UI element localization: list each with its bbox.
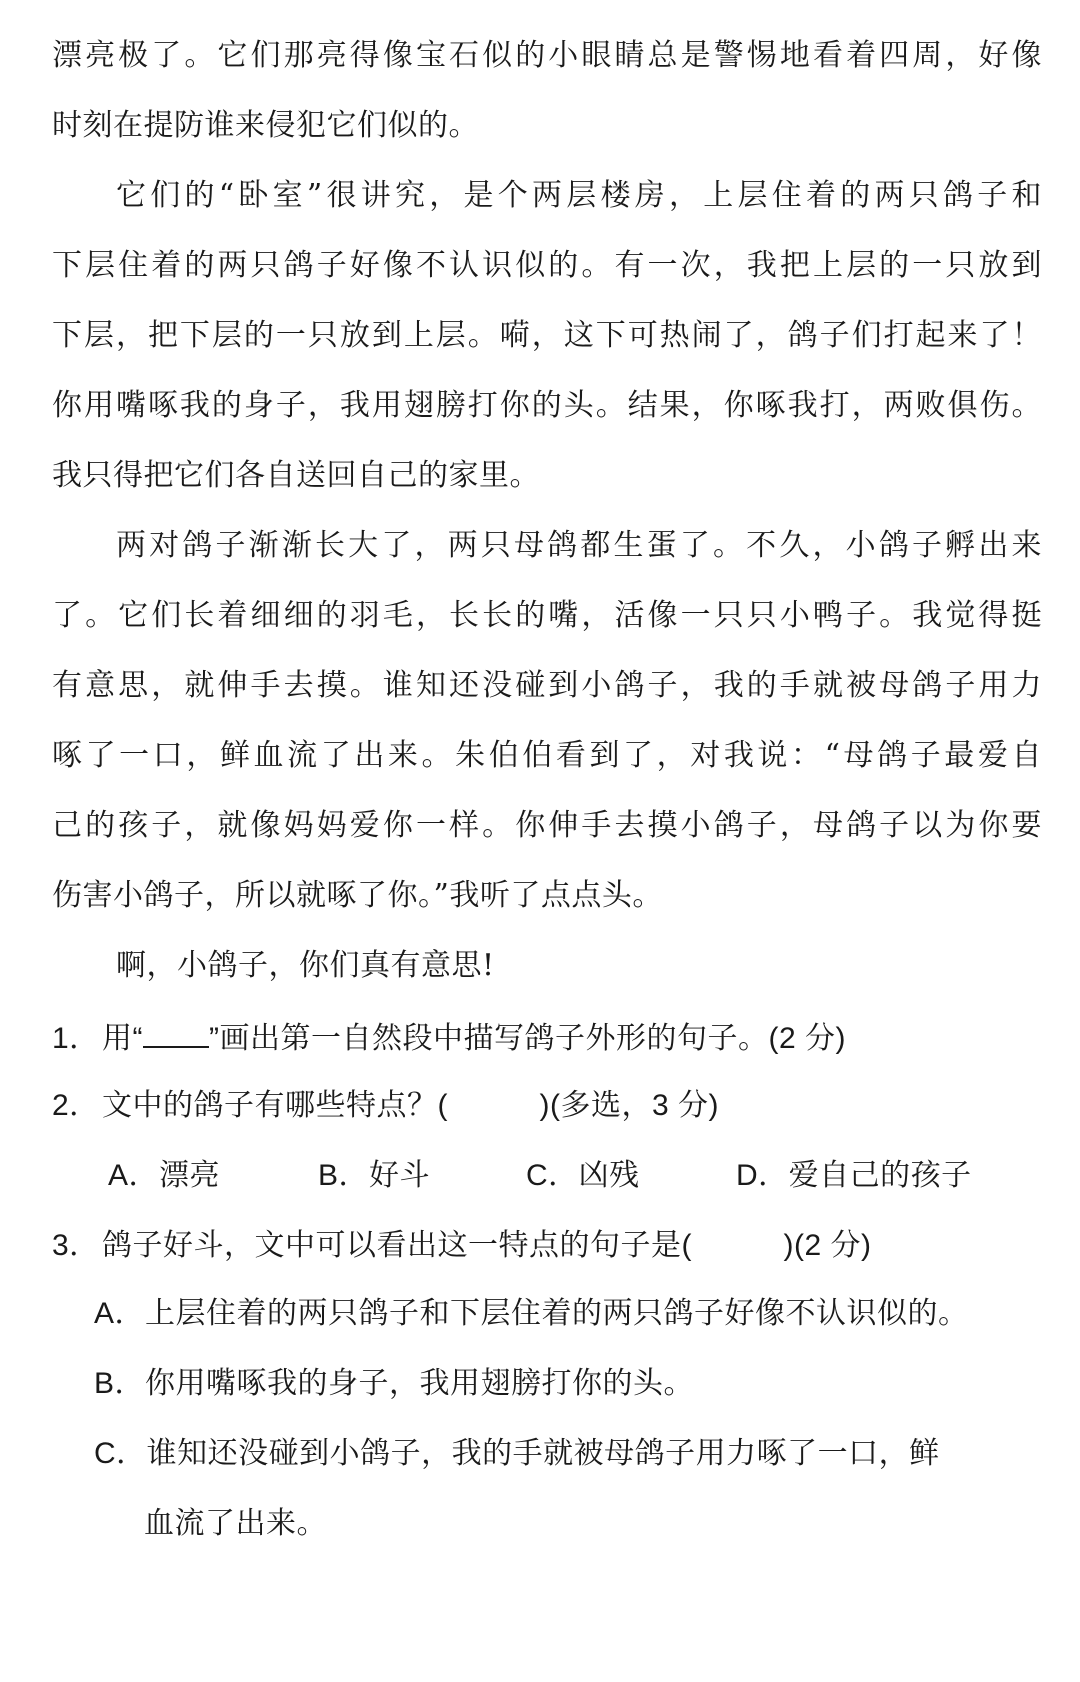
question-3 xyxy=(52,1224,1042,1268)
question-2-text: 文中的鸽子有哪些特点？( )(多选，3 分) xyxy=(102,1089,719,1122)
question-2-number: 2． xyxy=(52,1089,100,1122)
question-3-number: 3． xyxy=(52,1229,100,1262)
passage-line-5: 下层，把下层的一只放到上层。嗬，这下可热闹了，鸽子们打起来了！ xyxy=(52,318,1042,353)
question-2-options xyxy=(52,1154,1042,1198)
question-2-option-b[interactable]: B．好斗 xyxy=(318,1159,431,1192)
passage-line-8: 两对鸽子渐渐长大了，两只母鸽都生蛋了。不久，小鸽子孵出来 xyxy=(116,528,1042,563)
question-1-text-post: ”画出第一自然段中描写鸽子外形的句子。(2 分) xyxy=(209,1022,846,1055)
question-3-text: 鸽子好斗，文中可以看出这一特点的句子是( )(2 分) xyxy=(102,1229,872,1262)
passage-line-2: 时刻在提防谁来侵犯它们似的。 xyxy=(52,108,479,143)
question-1-underline-blank[interactable] xyxy=(143,1016,209,1048)
passage-line-7: 我只得把它们各自送回自己的家里。 xyxy=(52,458,540,493)
question-3-option-b[interactable]: B．你用嘴啄我的身子，我用翅膀打你的头。 xyxy=(94,1367,695,1400)
passage-line-14: 啊，小鸽子，你们真有意思! xyxy=(116,948,495,983)
question-1-number: 1． xyxy=(52,1022,100,1055)
question-3-option-a[interactable]: A．上层住着的两只鸽子和下层住着的两只鸽子好像不认识似的。 xyxy=(94,1297,969,1330)
passage-line-12: 己的孩子，就像妈妈爱你一样。你伸手去摸小鸽子，母鸽子以为你要 xyxy=(52,808,1042,843)
passage-line-11: 啄了一口，鲜血流了出来。朱伯伯看到了，对我说：“母鸽子最爱自 xyxy=(52,738,1042,773)
passage-line-4: 下层住着的两只鸽子好像不认识似的。有一次，我把上层的一只放到 xyxy=(52,248,1042,283)
question-2-option-d[interactable]: D．爱自己的孩子 xyxy=(736,1159,972,1192)
question-2-option-a[interactable]: A．漂亮 xyxy=(108,1159,221,1192)
question-2-option-c[interactable]: C．凶残 xyxy=(526,1159,640,1192)
passage-line-9: 了。它们长着细细的羽毛，长长的嘴，活像一只只小鸭子。我觉得挺 xyxy=(52,598,1042,633)
passage-line-10: 有意思，就伸手去摸。谁知还没碰到小鸽子，我的手就被母鸽子用力 xyxy=(52,668,1042,703)
passage-line-1: 漂亮极了。它们那亮得像宝石似的小眼睛总是警惕地看着四周，好像 xyxy=(52,38,1042,73)
question-3-option-c-continued: 血流了出来。 xyxy=(144,1507,327,1540)
question-1-text-pre: 用“ xyxy=(102,1022,143,1055)
question-2 xyxy=(52,1084,1042,1128)
passage-line-13: 伤害小鸽子，所以就啄了你。”我听了点点头。 xyxy=(52,878,663,913)
question-3-option-c[interactable]: C．谁知还没碰到小鸽子，我的手就被母鸽子用力啄了一口，鲜 xyxy=(94,1437,940,1470)
passage-line-3: 它们的“卧室”很讲究，是个两层楼房，上层住着的两只鸽子和 xyxy=(116,178,1042,213)
passage-line-6: 你用嘴啄我的身子，我用翅膀打你的头。结果，你啄我打，两败俱伤。 xyxy=(52,388,1042,423)
question-1 xyxy=(52,1016,1042,1061)
